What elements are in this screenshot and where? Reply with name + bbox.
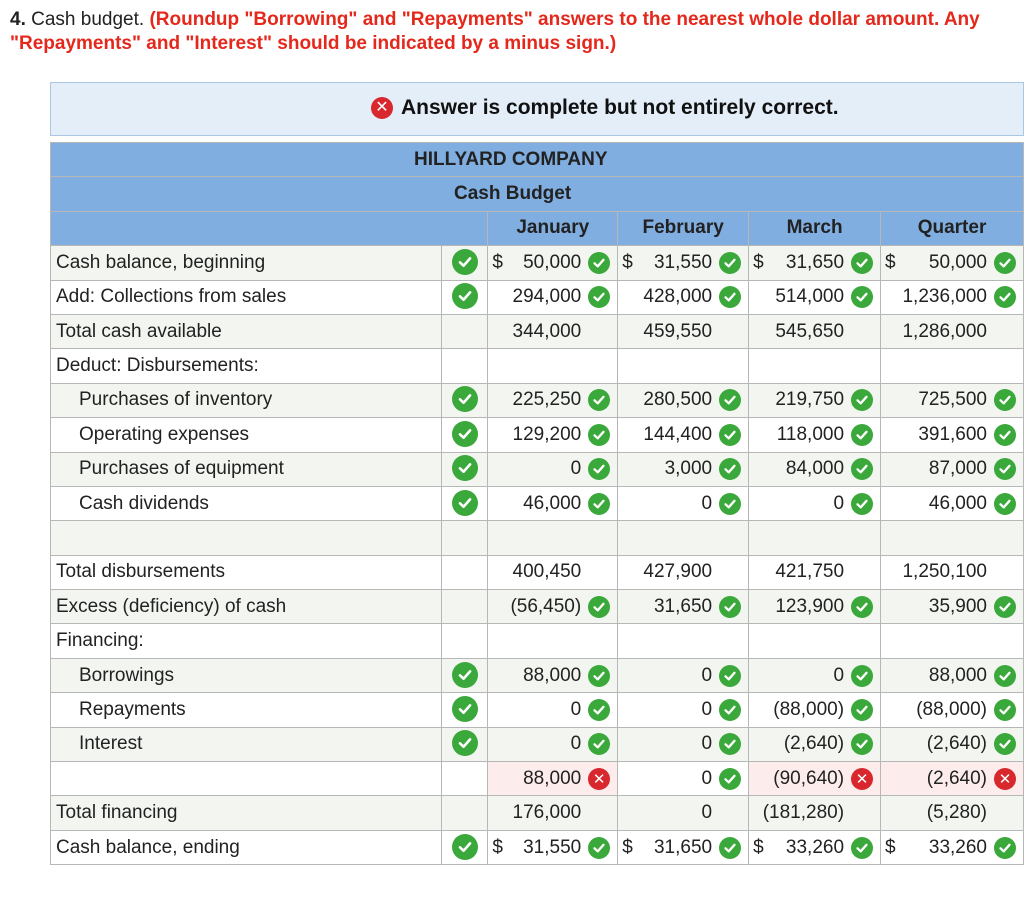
value-cell-january[interactable]	[488, 486, 618, 520]
correct-check-icon	[994, 389, 1016, 411]
value-cell-quarter[interactable]	[881, 452, 1024, 486]
value-cell-february[interactable]	[618, 452, 749, 486]
cell-value: (2,640)	[783, 733, 845, 755]
value-cell-february	[618, 349, 749, 383]
value-cell-march[interactable]	[749, 486, 881, 520]
value-cell-february[interactable]	[618, 590, 749, 624]
value-cell-quarter[interactable]	[881, 830, 1024, 864]
table-row	[51, 521, 1024, 555]
value-cell-march[interactable]	[749, 555, 881, 589]
incorrect-x-icon: ✕	[588, 768, 610, 790]
value-cell-january[interactable]	[488, 314, 618, 348]
table-row	[51, 314, 1024, 348]
value-cell-quarter	[881, 349, 1024, 383]
cell-value: 344,000	[512, 320, 582, 342]
correct-check-icon	[719, 458, 741, 480]
table-row	[51, 762, 1024, 796]
table-row	[51, 693, 1024, 727]
correct-check-icon	[588, 837, 610, 859]
value-cell-january[interactable]	[488, 762, 618, 796]
correct-check-icon	[588, 665, 610, 687]
cell-value: 219,750	[775, 389, 845, 411]
table-row	[51, 830, 1024, 864]
value-cell-february	[618, 624, 749, 658]
correct-check-icon	[719, 837, 741, 859]
cell-value: 0	[570, 458, 582, 480]
row-check-cell	[442, 658, 488, 692]
row-check-cell	[442, 521, 488, 555]
correct-check-icon	[719, 596, 741, 618]
value-cell-february[interactable]	[618, 486, 749, 520]
cell-value: 123,900	[775, 595, 845, 617]
row-label: Financing:	[51, 624, 442, 658]
dollar-sign: $	[492, 836, 503, 858]
value-cell-february[interactable]	[618, 280, 749, 314]
question-text	[10, 8, 1010, 56]
value-cell-february[interactable]	[618, 830, 749, 864]
dollar-sign: $	[885, 251, 896, 273]
correct-check-icon	[851, 286, 873, 308]
row-check-cell	[442, 830, 488, 864]
cell-value: 88,000	[523, 767, 582, 789]
correct-check-icon	[994, 837, 1016, 859]
cell-value: 1,286,000	[902, 320, 987, 342]
row-label: Cash balance, ending	[51, 830, 442, 864]
correct-check-icon	[851, 837, 873, 859]
cell-value: 427,900	[643, 561, 713, 583]
row-label: Repayments	[51, 693, 442, 727]
cell-value: (90,640)	[773, 767, 845, 789]
cell-value: 0	[701, 492, 713, 514]
cell-value: 84,000	[785, 458, 845, 480]
value-cell-march	[749, 521, 881, 555]
row-label: Cash dividends	[51, 486, 442, 520]
cell-value: 225,250	[512, 389, 582, 411]
result-message-text: Answer is complete but not entirely correct.	[401, 96, 839, 119]
row-label	[51, 762, 442, 796]
row-check-cell	[442, 452, 488, 486]
row-correct-check-icon	[452, 386, 478, 412]
result-message	[371, 96, 839, 120]
value-cell-february	[618, 521, 749, 555]
value-cell-quarter[interactable]	[881, 314, 1024, 348]
value-cell-february[interactable]	[618, 383, 749, 417]
cell-value: 33,260	[785, 836, 845, 858]
value-cell-march[interactable]	[749, 246, 881, 280]
table-row	[51, 418, 1024, 452]
correct-check-icon	[719, 768, 741, 790]
table-row	[51, 624, 1024, 658]
correct-check-icon	[588, 286, 610, 308]
row-check-cell	[442, 624, 488, 658]
question-instruction: (Roundup "Borrowing" and "Repayments" answers to the nearest whole dollar amount. Any "Repayments" and "Interest" should be indicated by a minus sign.)	[10, 9, 980, 54]
cell-value: 1,236,000	[902, 286, 987, 308]
row-check-cell	[442, 280, 488, 314]
cell-value: 459,550	[643, 320, 713, 342]
table-row	[51, 349, 1024, 383]
cell-value: 391,600	[918, 423, 987, 445]
value-cell-quarter[interactable]	[881, 762, 1024, 796]
row-correct-check-icon	[452, 421, 478, 447]
value-cell-quarter[interactable]	[881, 555, 1024, 589]
row-label: Purchases of inventory	[51, 383, 442, 417]
value-cell-march[interactable]	[749, 452, 881, 486]
table-row	[51, 796, 1024, 830]
cell-value: 31,550	[653, 251, 713, 273]
value-cell-quarter[interactable]	[881, 383, 1024, 417]
cash-budget-table	[50, 142, 1024, 865]
dollar-sign: $	[753, 251, 764, 273]
value-cell-january[interactable]	[488, 590, 618, 624]
table-row	[51, 383, 1024, 417]
table-row	[51, 486, 1024, 520]
cell-value: 129,200	[512, 423, 582, 445]
incorrect-x-icon: ✕	[994, 768, 1016, 790]
cell-value: (88,000)	[916, 698, 987, 720]
value-cell-march[interactable]	[749, 280, 881, 314]
cell-value: 514,000	[775, 286, 845, 308]
col-header-march: March	[749, 211, 881, 245]
row-check-cell	[442, 590, 488, 624]
row-check-cell	[442, 246, 488, 280]
value-cell-january[interactable]	[488, 727, 618, 761]
value-cell-january[interactable]	[488, 452, 618, 486]
row-correct-check-icon	[452, 283, 478, 309]
cell-value: 294,000	[512, 286, 582, 308]
value-cell-quarter	[881, 624, 1024, 658]
cell-value: 0	[701, 802, 713, 824]
row-check-cell	[442, 486, 488, 520]
cell-value: 46,000	[928, 492, 987, 514]
correct-check-icon	[719, 733, 741, 755]
cell-value: 31,550	[523, 836, 582, 858]
correct-check-icon	[719, 424, 741, 446]
correct-check-icon	[994, 733, 1016, 755]
value-cell-quarter	[881, 521, 1024, 555]
row-label: Add: Collections from sales	[51, 280, 442, 314]
result-banner	[50, 82, 1024, 136]
row-correct-check-icon	[452, 730, 478, 756]
row-label: Total disbursements	[51, 555, 442, 589]
row-correct-check-icon	[452, 249, 478, 275]
value-cell-january[interactable]	[488, 658, 618, 692]
row-label: Total cash available	[51, 314, 442, 348]
correct-check-icon	[719, 665, 741, 687]
cell-value: 50,000	[928, 251, 987, 273]
value-cell-march[interactable]	[749, 314, 881, 348]
value-cell-january[interactable]	[488, 280, 618, 314]
value-cell-january[interactable]	[488, 383, 618, 417]
value-cell-january[interactable]	[488, 693, 618, 727]
cell-value: 0	[833, 664, 845, 686]
cell-value: (88,000)	[773, 698, 845, 720]
value-cell-march[interactable]	[749, 383, 881, 417]
cell-value: 0	[701, 767, 713, 789]
table-row	[51, 246, 1024, 280]
table-row	[51, 280, 1024, 314]
value-cell-quarter[interactable]	[881, 796, 1024, 830]
correct-check-icon	[851, 699, 873, 721]
row-check-cell	[442, 314, 488, 348]
value-cell-march[interactable]	[749, 418, 881, 452]
cell-value: 176,000	[512, 802, 582, 824]
correct-check-icon	[851, 733, 873, 755]
dollar-sign: $	[622, 836, 633, 858]
company-name: HILLYARD COMPANY	[51, 143, 1024, 177]
row-label: Total financing	[51, 796, 442, 830]
cell-value: 428,000	[643, 286, 713, 308]
cell-value: 725,500	[918, 389, 987, 411]
table-row	[51, 590, 1024, 624]
budget-title: Cash Budget	[51, 177, 1024, 211]
table-row	[51, 658, 1024, 692]
value-cell-february[interactable]	[618, 796, 749, 830]
row-check-cell	[442, 796, 488, 830]
value-cell-quarter[interactable]	[881, 727, 1024, 761]
value-cell-january[interactable]	[488, 796, 618, 830]
table-row	[51, 727, 1024, 761]
row-label: Interest	[51, 727, 442, 761]
correct-check-icon	[588, 493, 610, 515]
row-check-cell	[442, 727, 488, 761]
value-cell-quarter[interactable]	[881, 486, 1024, 520]
row-label: Purchases of equipment	[51, 452, 442, 486]
value-cell-january[interactable]	[488, 246, 618, 280]
company-header-row	[51, 143, 1024, 177]
dollar-sign: $	[492, 251, 503, 273]
cell-value: 1,250,100	[902, 561, 987, 583]
value-cell-march[interactable]	[749, 658, 881, 692]
correct-check-icon	[588, 733, 610, 755]
value-cell-march[interactable]	[749, 590, 881, 624]
row-label: Operating expenses	[51, 418, 442, 452]
row-check-cell	[442, 762, 488, 796]
correct-check-icon	[588, 424, 610, 446]
value-cell-march[interactable]	[749, 796, 881, 830]
value-cell-february[interactable]	[618, 246, 749, 280]
header-blank	[51, 211, 488, 245]
value-cell-quarter[interactable]	[881, 590, 1024, 624]
cell-value: 0	[570, 698, 582, 720]
value-cell-january[interactable]	[488, 555, 618, 589]
value-cell-february[interactable]	[618, 555, 749, 589]
value-cell-january[interactable]	[488, 830, 618, 864]
correct-check-icon	[851, 493, 873, 515]
value-cell-march	[749, 349, 881, 383]
cell-value: 31,650	[785, 251, 845, 273]
row-label: Deduct: Disbursements:	[51, 349, 442, 383]
row-correct-check-icon	[452, 662, 478, 688]
cell-value: 50,000	[523, 251, 582, 273]
correct-check-icon	[588, 699, 610, 721]
cell-value: 280,500	[643, 389, 713, 411]
correct-check-icon	[851, 424, 873, 446]
correct-check-icon	[994, 458, 1016, 480]
correct-check-icon	[588, 458, 610, 480]
value-cell-march	[749, 624, 881, 658]
cell-value: 545,650	[775, 320, 845, 342]
cell-value: (2,640)	[926, 733, 987, 755]
row-label: Cash balance, beginning	[51, 246, 442, 280]
cell-value: 0	[570, 733, 582, 755]
correct-check-icon	[719, 699, 741, 721]
correct-check-icon	[994, 424, 1016, 446]
row-correct-check-icon	[452, 696, 478, 722]
correct-check-icon	[588, 252, 610, 274]
correct-check-icon	[719, 493, 741, 515]
cell-value: 88,000	[928, 664, 987, 686]
correct-check-icon	[719, 286, 741, 308]
cell-value: 0	[701, 733, 713, 755]
value-cell-march[interactable]	[749, 693, 881, 727]
cell-value: 46,000	[523, 492, 582, 514]
col-header-quarter: Quarter	[881, 211, 1024, 245]
cell-value: 0	[701, 664, 713, 686]
cell-value: 400,450	[512, 561, 582, 583]
row-label	[51, 521, 442, 555]
question-title: Cash budget.	[31, 9, 145, 30]
row-label: Excess (deficiency) of cash	[51, 590, 442, 624]
row-check-cell	[442, 693, 488, 727]
value-cell-quarter[interactable]	[881, 280, 1024, 314]
value-cell-february[interactable]	[618, 762, 749, 796]
value-cell-february[interactable]	[618, 314, 749, 348]
value-cell-january	[488, 521, 618, 555]
row-check-cell	[442, 555, 488, 589]
correct-check-icon	[851, 665, 873, 687]
correct-check-icon	[994, 252, 1016, 274]
cell-value: 3,000	[664, 458, 713, 480]
cell-value: 31,650	[653, 595, 713, 617]
column-header-row	[51, 211, 1024, 245]
row-label: Borrowings	[51, 658, 442, 692]
correct-check-icon	[994, 286, 1016, 308]
value-cell-quarter[interactable]	[881, 693, 1024, 727]
correct-check-icon	[851, 252, 873, 274]
cell-value: 33,260	[928, 836, 987, 858]
col-header-february: February	[618, 211, 749, 245]
row-check-cell	[442, 349, 488, 383]
row-check-cell	[442, 383, 488, 417]
value-cell-february[interactable]	[618, 693, 749, 727]
incorrect-x-icon: ✕	[851, 768, 873, 790]
value-cell-march[interactable]	[749, 762, 881, 796]
row-check-cell	[442, 418, 488, 452]
cell-value: 88,000	[523, 664, 582, 686]
cell-value: (56,450)	[510, 595, 582, 617]
correct-check-icon	[851, 458, 873, 480]
cell-value: 35,900	[928, 595, 987, 617]
cell-value: 421,750	[775, 561, 845, 583]
correct-check-icon	[588, 389, 610, 411]
cell-value: 31,650	[653, 836, 713, 858]
value-cell-quarter[interactable]	[881, 246, 1024, 280]
cell-value: 0	[701, 698, 713, 720]
correct-check-icon	[851, 596, 873, 618]
table-row	[51, 555, 1024, 589]
incorrect-x-icon: ✕	[371, 97, 393, 119]
value-cell-february[interactable]	[618, 658, 749, 692]
value-cell-march[interactable]	[749, 727, 881, 761]
cell-value: (5,280)	[926, 802, 987, 824]
correct-check-icon	[719, 389, 741, 411]
correct-check-icon	[994, 665, 1016, 687]
value-cell-february[interactable]	[618, 418, 749, 452]
cell-value: 87,000	[928, 458, 987, 480]
row-correct-check-icon	[452, 490, 478, 516]
correct-check-icon	[994, 493, 1016, 515]
question-number: 4.	[10, 9, 26, 30]
value-cell-march[interactable]	[749, 830, 881, 864]
correct-check-icon	[719, 252, 741, 274]
value-cell-quarter[interactable]	[881, 658, 1024, 692]
dollar-sign: $	[622, 251, 633, 273]
correct-check-icon	[851, 389, 873, 411]
cell-value: (181,280)	[762, 802, 845, 824]
value-cell-january	[488, 624, 618, 658]
value-cell-february[interactable]	[618, 727, 749, 761]
dollar-sign: $	[885, 836, 896, 858]
dollar-sign: $	[753, 836, 764, 858]
value-cell-january[interactable]	[488, 418, 618, 452]
cell-value: 118,000	[776, 423, 845, 445]
row-correct-check-icon	[452, 455, 478, 481]
cell-value: 0	[833, 492, 845, 514]
table-row	[51, 452, 1024, 486]
col-header-january: January	[488, 211, 618, 245]
title-header-row	[51, 177, 1024, 211]
correct-check-icon	[994, 699, 1016, 721]
value-cell-january	[488, 349, 618, 383]
cell-value: 144,400	[643, 423, 713, 445]
cell-value: (2,640)	[926, 767, 987, 789]
row-correct-check-icon	[452, 834, 478, 860]
correct-check-icon	[588, 596, 610, 618]
correct-check-icon	[994, 596, 1016, 618]
value-cell-quarter[interactable]	[881, 418, 1024, 452]
